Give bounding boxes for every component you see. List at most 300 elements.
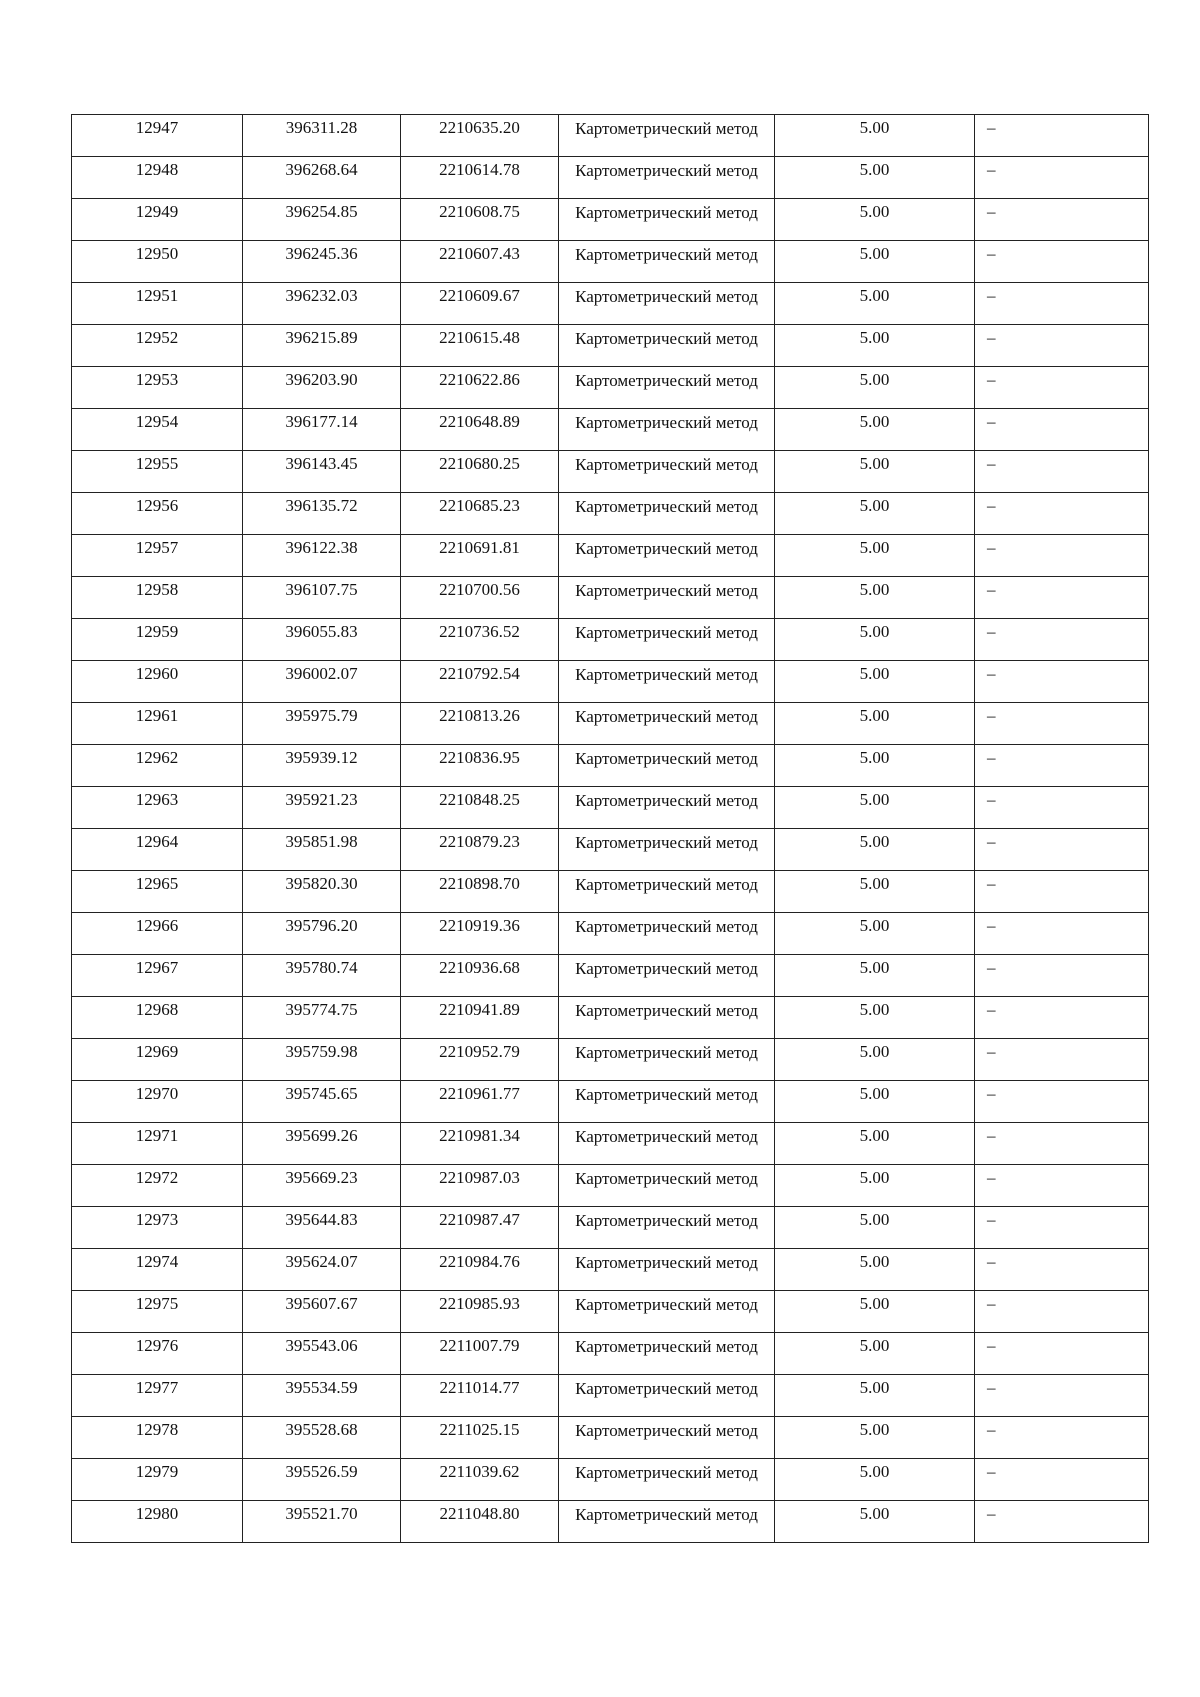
point-number-cell-text: 12965 — [135, 874, 179, 893]
y-coordinate-cell-text: 2210792.54 — [439, 664, 520, 683]
x-coordinate-cell — [243, 1417, 401, 1459]
method-cell — [559, 451, 775, 493]
point-number-cell-text: 12974 — [135, 1252, 179, 1271]
table-row — [72, 493, 1149, 535]
method-cell-text: Картометрический метод — [575, 791, 758, 810]
y-coordinate-cell — [401, 409, 559, 451]
x-coordinate-cell — [243, 1249, 401, 1291]
method-cell-text: Картометрический метод — [575, 1295, 758, 1314]
accuracy-cell-text: 5.00 — [859, 286, 890, 305]
accuracy-cell-text: 5.00 — [859, 370, 890, 389]
point-number-cell-text: 12978 — [135, 1420, 179, 1439]
table-row — [72, 1165, 1149, 1207]
y-coordinate-cell — [401, 115, 559, 157]
x-coordinate-cell-text: 395669.23 — [285, 1168, 358, 1187]
accuracy-cell — [775, 283, 975, 325]
description-cell-text: – — [987, 1000, 996, 1019]
method-cell-text: Картометрический метод — [575, 1043, 758, 1062]
point-number-cell — [72, 493, 243, 535]
accuracy-cell — [775, 367, 975, 409]
table-row — [72, 1249, 1149, 1291]
description-cell-text: – — [987, 1042, 996, 1061]
method-cell-text: Картометрический метод — [575, 1505, 758, 1524]
description-cell-text: – — [987, 202, 996, 221]
description-cell — [975, 1249, 1149, 1291]
method-cell — [559, 1207, 775, 1249]
method-cell — [559, 997, 775, 1039]
description-cell-text: – — [987, 1252, 996, 1271]
y-coordinate-cell — [401, 619, 559, 661]
method-cell — [559, 1249, 775, 1291]
accuracy-cell — [775, 535, 975, 577]
point-number-cell — [72, 787, 243, 829]
accuracy-cell-text: 5.00 — [859, 1168, 890, 1187]
x-coordinate-cell — [243, 535, 401, 577]
accuracy-cell-text: 5.00 — [859, 580, 890, 599]
method-cell-text: Картометрический метод — [575, 1169, 758, 1188]
table-row — [72, 745, 1149, 787]
accuracy-cell — [775, 325, 975, 367]
point-number-cell — [72, 913, 243, 955]
description-cell — [975, 997, 1149, 1039]
y-coordinate-cell — [401, 1459, 559, 1501]
x-coordinate-cell — [243, 955, 401, 997]
y-coordinate-cell — [401, 829, 559, 871]
description-cell-text: – — [987, 874, 996, 893]
point-number-cell — [72, 283, 243, 325]
x-coordinate-cell — [243, 871, 401, 913]
accuracy-cell — [775, 997, 975, 1039]
accuracy-cell-text: 5.00 — [859, 958, 890, 977]
description-cell — [975, 451, 1149, 493]
y-coordinate-cell — [401, 1291, 559, 1333]
y-coordinate-cell-text: 2210987.03 — [439, 1168, 520, 1187]
method-cell — [559, 1165, 775, 1207]
method-cell-text: Картометрический метод — [575, 1127, 758, 1146]
method-cell — [559, 409, 775, 451]
point-number-cell — [72, 661, 243, 703]
description-cell-text: – — [987, 832, 996, 851]
accuracy-cell-text: 5.00 — [859, 1294, 890, 1313]
point-number-cell — [72, 997, 243, 1039]
x-coordinate-cell-text: 396107.75 — [285, 580, 358, 599]
table-row — [72, 1333, 1149, 1375]
description-cell — [975, 1165, 1149, 1207]
description-cell-text: – — [987, 286, 996, 305]
method-cell — [559, 367, 775, 409]
y-coordinate-cell — [401, 283, 559, 325]
y-coordinate-cell-text: 2210879.23 — [439, 832, 520, 851]
table-row — [72, 409, 1149, 451]
y-coordinate-cell — [401, 451, 559, 493]
point-number-cell — [72, 1081, 243, 1123]
description-cell-text: – — [987, 580, 996, 599]
y-coordinate-cell-text: 2210609.67 — [439, 286, 520, 305]
method-cell-text: Картометрический метод — [575, 1085, 758, 1104]
point-number-cell — [72, 325, 243, 367]
x-coordinate-cell-text: 395534.59 — [285, 1378, 358, 1397]
y-coordinate-cell — [401, 367, 559, 409]
description-cell — [975, 115, 1149, 157]
method-cell-text: Картометрический метод — [575, 119, 758, 138]
accuracy-cell — [775, 1291, 975, 1333]
x-coordinate-cell — [243, 619, 401, 661]
description-cell-text: – — [987, 1126, 996, 1145]
table-row — [72, 157, 1149, 199]
accuracy-cell — [775, 409, 975, 451]
description-cell — [975, 493, 1149, 535]
x-coordinate-cell — [243, 1501, 401, 1543]
description-cell — [975, 871, 1149, 913]
accuracy-cell — [775, 1417, 975, 1459]
y-coordinate-cell-text: 2210981.34 — [439, 1126, 520, 1145]
point-number-cell-text: 12969 — [135, 1042, 179, 1061]
accuracy-cell — [775, 1123, 975, 1165]
method-cell-text: Картометрический метод — [575, 833, 758, 852]
method-cell-text: Картометрический метод — [575, 1337, 758, 1356]
description-cell — [975, 577, 1149, 619]
point-number-cell-text: 12961 — [135, 706, 179, 725]
description-cell-text: – — [987, 1084, 996, 1103]
method-cell — [559, 1081, 775, 1123]
point-number-cell — [72, 1501, 243, 1543]
x-coordinate-cell-text: 395921.23 — [285, 790, 358, 809]
accuracy-cell — [775, 451, 975, 493]
method-cell — [559, 493, 775, 535]
y-coordinate-cell — [401, 241, 559, 283]
y-coordinate-cell-text: 2210984.76 — [439, 1252, 520, 1271]
point-number-cell — [72, 199, 243, 241]
method-cell-text: Картометрический метод — [575, 707, 758, 726]
y-coordinate-cell-text: 2210987.47 — [439, 1210, 520, 1229]
y-coordinate-cell-text: 2210685.23 — [439, 496, 520, 515]
point-number-cell — [72, 1459, 243, 1501]
description-cell-text: – — [987, 958, 996, 977]
accuracy-cell-text: 5.00 — [859, 622, 890, 641]
y-coordinate-cell-text: 2210898.70 — [439, 874, 520, 893]
accuracy-cell — [775, 1207, 975, 1249]
x-coordinate-cell-text: 395528.68 — [285, 1420, 358, 1439]
accuracy-cell-text: 5.00 — [859, 244, 890, 263]
y-coordinate-cell — [401, 1165, 559, 1207]
accuracy-cell — [775, 787, 975, 829]
accuracy-cell — [775, 1375, 975, 1417]
y-coordinate-cell-text: 2211007.79 — [439, 1336, 520, 1355]
y-coordinate-cell — [401, 661, 559, 703]
x-coordinate-cell — [243, 1039, 401, 1081]
x-coordinate-cell-text: 395526.59 — [285, 1462, 358, 1481]
point-number-cell-text: 12970 — [135, 1084, 179, 1103]
table-row — [72, 787, 1149, 829]
x-coordinate-cell-text: 395774.75 — [285, 1000, 358, 1019]
description-cell-text: – — [987, 664, 996, 683]
table-row — [72, 451, 1149, 493]
accuracy-cell-text: 5.00 — [859, 1420, 890, 1439]
method-cell — [559, 829, 775, 871]
y-coordinate-cell — [401, 199, 559, 241]
point-number-cell — [72, 1207, 243, 1249]
method-cell — [559, 619, 775, 661]
description-cell-text: – — [987, 538, 996, 557]
method-cell-text: Картометрический метод — [575, 497, 758, 516]
description-cell-text: – — [987, 1168, 996, 1187]
description-cell-text: – — [987, 412, 996, 431]
description-cell — [975, 1081, 1149, 1123]
x-coordinate-cell-text: 395624.07 — [285, 1252, 358, 1271]
point-number-cell — [72, 241, 243, 283]
point-number-cell-text: 12951 — [135, 286, 179, 305]
description-cell-text: – — [987, 1504, 996, 1523]
x-coordinate-cell-text: 396055.83 — [285, 622, 358, 641]
table-row — [72, 829, 1149, 871]
method-cell — [559, 535, 775, 577]
accuracy-cell — [775, 157, 975, 199]
description-cell — [975, 1123, 1149, 1165]
method-cell-text: Картометрический метод — [575, 1379, 758, 1398]
method-cell-text: Картометрический метод — [575, 371, 758, 390]
y-coordinate-cell — [401, 955, 559, 997]
point-number-cell — [72, 451, 243, 493]
y-coordinate-cell-text: 2210919.36 — [439, 916, 520, 935]
point-number-cell-text: 12947 — [135, 118, 179, 137]
accuracy-cell-text: 5.00 — [859, 790, 890, 809]
point-number-cell — [72, 1375, 243, 1417]
y-coordinate-cell — [401, 157, 559, 199]
method-cell — [559, 115, 775, 157]
accuracy-cell-text: 5.00 — [859, 1210, 890, 1229]
table-row — [72, 1123, 1149, 1165]
x-coordinate-cell — [243, 1333, 401, 1375]
description-cell-text: – — [987, 1294, 996, 1313]
y-coordinate-cell-text: 2210952.79 — [439, 1042, 520, 1061]
x-coordinate-cell-text: 395521.70 — [285, 1504, 358, 1523]
method-cell-text: Картометрический метод — [575, 917, 758, 936]
point-number-cell-text: 12956 — [135, 496, 179, 515]
accuracy-cell — [775, 115, 975, 157]
accuracy-cell-text: 5.00 — [859, 1252, 890, 1271]
y-coordinate-cell-text: 2210608.75 — [439, 202, 520, 221]
accuracy-cell-text: 5.00 — [859, 328, 890, 347]
x-coordinate-cell-text: 396143.45 — [285, 454, 358, 473]
description-cell — [975, 283, 1149, 325]
method-cell-text: Картометрический метод — [575, 581, 758, 600]
table-row — [72, 913, 1149, 955]
point-number-cell-text: 12958 — [135, 580, 179, 599]
method-cell-text: Картометрический метод — [575, 203, 758, 222]
point-number-cell — [72, 1039, 243, 1081]
table-row — [72, 325, 1149, 367]
method-cell-text: Картометрический метод — [575, 1211, 758, 1230]
point-number-cell-text: 12979 — [135, 1462, 179, 1481]
x-coordinate-cell — [243, 325, 401, 367]
y-coordinate-cell-text: 2210985.93 — [439, 1294, 520, 1313]
accuracy-cell — [775, 1249, 975, 1291]
method-cell-text: Картометрический метод — [575, 413, 758, 432]
accuracy-cell-text: 5.00 — [859, 1042, 890, 1061]
x-coordinate-cell-text: 396203.90 — [285, 370, 358, 389]
table-row — [72, 1081, 1149, 1123]
y-coordinate-cell-text: 2210607.43 — [439, 244, 520, 263]
method-cell-text: Картометрический метод — [575, 1001, 758, 1020]
point-number-cell — [72, 619, 243, 661]
accuracy-cell-text: 5.00 — [859, 118, 890, 137]
accuracy-cell-text: 5.00 — [859, 160, 890, 179]
description-cell — [975, 745, 1149, 787]
table-row — [72, 535, 1149, 577]
point-number-cell-text: 12950 — [135, 244, 179, 263]
y-coordinate-cell — [401, 1039, 559, 1081]
y-coordinate-cell-text: 2210941.89 — [439, 1000, 520, 1019]
coordinates-table-body — [72, 115, 1149, 1543]
y-coordinate-cell-text: 2211025.15 — [439, 1420, 520, 1439]
accuracy-cell-text: 5.00 — [859, 454, 890, 473]
y-coordinate-cell — [401, 535, 559, 577]
description-cell — [975, 1039, 1149, 1081]
x-coordinate-cell-text: 395939.12 — [285, 748, 358, 767]
y-coordinate-cell — [401, 1333, 559, 1375]
y-coordinate-cell — [401, 325, 559, 367]
method-cell — [559, 283, 775, 325]
x-coordinate-cell — [243, 451, 401, 493]
method-cell-text: Картометрический метод — [575, 245, 758, 264]
point-number-cell-text: 12972 — [135, 1168, 179, 1187]
accuracy-cell — [775, 199, 975, 241]
point-number-cell-text: 12976 — [135, 1336, 179, 1355]
x-coordinate-cell-text: 396002.07 — [285, 664, 358, 683]
accuracy-cell — [775, 745, 975, 787]
method-cell-text: Картометрический метод — [575, 665, 758, 684]
description-cell — [975, 367, 1149, 409]
description-cell-text: – — [987, 454, 996, 473]
accuracy-cell — [775, 829, 975, 871]
y-coordinate-cell — [401, 913, 559, 955]
y-coordinate-cell — [401, 493, 559, 535]
method-cell — [559, 745, 775, 787]
y-coordinate-cell — [401, 997, 559, 1039]
description-cell — [975, 703, 1149, 745]
description-cell — [975, 619, 1149, 661]
accuracy-cell-text: 5.00 — [859, 832, 890, 851]
y-coordinate-cell — [401, 871, 559, 913]
description-cell — [975, 955, 1149, 997]
method-cell-text: Картометрический метод — [575, 1253, 758, 1272]
point-number-cell — [72, 829, 243, 871]
accuracy-cell — [775, 661, 975, 703]
x-coordinate-cell-text: 396232.03 — [285, 286, 358, 305]
description-cell — [975, 241, 1149, 283]
method-cell — [559, 871, 775, 913]
description-cell-text: – — [987, 1420, 996, 1439]
y-coordinate-cell — [401, 745, 559, 787]
x-coordinate-cell-text: 395975.79 — [285, 706, 358, 725]
accuracy-cell-text: 5.00 — [859, 916, 890, 935]
method-cell — [559, 1291, 775, 1333]
x-coordinate-cell-text: 395759.98 — [285, 1042, 358, 1061]
x-coordinate-cell — [243, 1081, 401, 1123]
y-coordinate-cell — [401, 1417, 559, 1459]
x-coordinate-cell-text: 396245.36 — [285, 244, 358, 263]
method-cell — [559, 1333, 775, 1375]
y-coordinate-cell-text: 2210961.77 — [439, 1084, 520, 1103]
description-cell — [975, 157, 1149, 199]
description-cell-text: – — [987, 496, 996, 515]
table-row — [72, 1207, 1149, 1249]
point-number-cell-text: 12960 — [135, 664, 179, 683]
point-number-cell — [72, 745, 243, 787]
accuracy-cell — [775, 1501, 975, 1543]
table-row — [72, 115, 1149, 157]
x-coordinate-cell-text: 396311.28 — [285, 118, 358, 137]
description-cell — [975, 829, 1149, 871]
x-coordinate-cell-text: 395796.20 — [285, 916, 358, 935]
y-coordinate-cell-text: 2210635.20 — [439, 118, 520, 137]
y-coordinate-cell-text: 2211039.62 — [439, 1462, 520, 1481]
accuracy-cell-text: 5.00 — [859, 1000, 890, 1019]
point-number-cell — [72, 703, 243, 745]
method-cell — [559, 241, 775, 283]
point-number-cell — [72, 577, 243, 619]
y-coordinate-cell-text: 2210614.78 — [439, 160, 520, 179]
point-number-cell — [72, 1417, 243, 1459]
x-coordinate-cell — [243, 997, 401, 1039]
x-coordinate-cell-text: 395745.65 — [285, 1084, 358, 1103]
point-number-cell — [72, 1333, 243, 1375]
method-cell-text: Картометрический метод — [575, 749, 758, 768]
x-coordinate-cell-text: 396135.72 — [285, 496, 358, 515]
description-cell — [975, 1333, 1149, 1375]
x-coordinate-cell-text: 395780.74 — [285, 958, 358, 977]
description-cell-text: – — [987, 328, 996, 347]
description-cell-text: – — [987, 706, 996, 725]
description-cell — [975, 1417, 1149, 1459]
y-coordinate-cell-text: 2210700.56 — [439, 580, 520, 599]
x-coordinate-cell — [243, 703, 401, 745]
accuracy-cell — [775, 493, 975, 535]
description-cell-text: – — [987, 118, 996, 137]
x-coordinate-cell — [243, 913, 401, 955]
description-cell — [975, 409, 1149, 451]
x-coordinate-cell — [243, 661, 401, 703]
x-coordinate-cell — [243, 115, 401, 157]
x-coordinate-cell — [243, 1165, 401, 1207]
table-row — [72, 283, 1149, 325]
x-coordinate-cell — [243, 199, 401, 241]
y-coordinate-cell — [401, 1249, 559, 1291]
x-coordinate-cell — [243, 1123, 401, 1165]
accuracy-cell-text: 5.00 — [859, 202, 890, 221]
x-coordinate-cell-text: 396122.38 — [285, 538, 358, 557]
table-row — [72, 1039, 1149, 1081]
method-cell — [559, 955, 775, 997]
description-cell — [975, 787, 1149, 829]
accuracy-cell — [775, 1039, 975, 1081]
accuracy-cell — [775, 1333, 975, 1375]
table-row — [72, 703, 1149, 745]
accuracy-cell-text: 5.00 — [859, 706, 890, 725]
accuracy-cell-text: 5.00 — [859, 874, 890, 893]
method-cell — [559, 157, 775, 199]
method-cell-text: Картометрический метод — [575, 959, 758, 978]
accuracy-cell-text: 5.00 — [859, 664, 890, 683]
y-coordinate-cell — [401, 1375, 559, 1417]
accuracy-cell-text: 5.00 — [859, 748, 890, 767]
method-cell-text: Картометрический метод — [575, 1421, 758, 1440]
point-number-cell-text: 12964 — [135, 832, 179, 851]
table-row — [72, 241, 1149, 283]
y-coordinate-cell — [401, 1207, 559, 1249]
x-coordinate-cell — [243, 409, 401, 451]
description-cell — [975, 199, 1149, 241]
